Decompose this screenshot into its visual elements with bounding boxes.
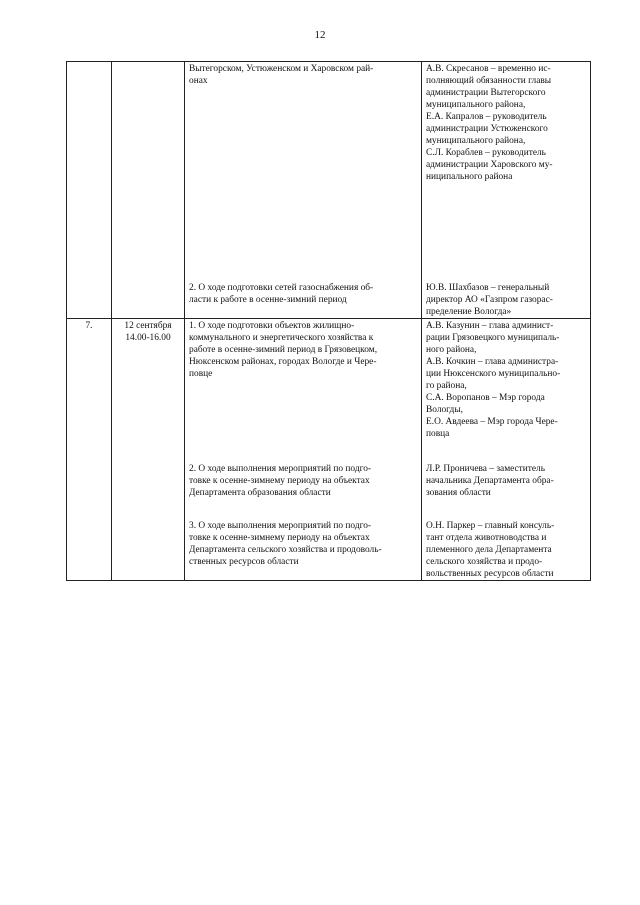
page-number: 12 [314,29,326,41]
responsible-line: Л.Р. Проничева – заместитель [426,464,546,474]
responsible-line: сельского хозяйства и продо- [426,557,543,567]
responsible-line: Е.О. Авдеева – Мэр города Чере- [426,417,558,427]
agenda-topic-line: коммунального и энергетического хозяйства к [189,333,374,343]
responsible-line: Вологды, [426,405,463,415]
responsible-cell [422,319,591,441]
responsible-line: го района, [426,381,467,391]
agenda-topic-line: 3. О ходе выполнения мероприятий по подго- [189,521,372,531]
row-number: 7. [85,321,93,331]
responsible-line: администрации Вытегорского [426,88,546,98]
responsible-line: полняющий обязанности главы [426,76,552,86]
responsible-line: С.А. Воропанов – Мэр города [426,393,545,403]
table-row [67,62,591,184]
agenda-topic-cell [185,499,422,581]
responsible-line: А.В. Кочкин – глава администра- [426,357,559,367]
meeting-time: 14.00-16.00 [125,333,171,343]
table-row [67,440,591,499]
responsible-line: А.В. Казунин – глава админист- [426,321,554,331]
responsible-line: ции Нюксенского муниципально- [426,369,561,379]
responsible-line: Ю.В. Шахбазов – генеральный [426,283,550,293]
schedule-table [66,61,591,581]
row-number-cell [67,62,112,184]
responsible-line: зования области [426,488,491,498]
agenda-topic-cell [185,319,422,441]
agenda-topic-line: 1. О ходе подготовки объектов жилищно- [189,321,355,331]
agenda-topic-line: онах [189,76,208,86]
responsible-cell [422,183,591,319]
responsible-cell [422,440,591,499]
responsible-line: О.Н. Паркер – главный консуль- [426,521,555,531]
agenda-topic-line: ственных ресурсов области [189,557,299,567]
responsible-line: рации Грязовецкого муниципаль- [426,333,560,343]
agenda-topic-line: товке к осенне-зимнему периоду на объектах [189,533,370,543]
responsible-line: ниципального района [426,172,513,182]
date-cell [112,183,185,319]
responsible-line: администрации Харовского му- [426,160,553,170]
responsible-line: повца [426,429,450,439]
agenda-topic-line: товке к осенне-зимнему периоду на объектах [189,476,370,486]
date-cell [112,319,185,441]
row-number-cell [67,183,112,319]
responsible-line: племенного дела Департамента [426,545,552,555]
agenda-topic-line: повце [189,369,213,379]
responsible-line: директор АО «Газпром газорас- [426,295,553,305]
agenda-topic-line: Вытегорском, Устюженском и Харовском рай- [189,64,374,74]
table-row [67,319,591,441]
row-number-cell [67,499,112,581]
agenda-topic-line: Департамента сельского хозяйства и продоволь- [189,545,382,555]
responsible-cell [422,499,591,581]
date-cell [112,440,185,499]
responsible-line: муниципального района, [426,100,526,110]
responsible-line: администрации Устюженского [426,124,548,134]
table-row [67,183,591,319]
agenda-topic-line: ласти к работе в осенне-зимний период [189,295,347,305]
agenda-topic-line: 2. О ходе выполнения мероприятий по подго- [189,464,372,474]
agenda-topic-line: 2. О ходе подготовки сетей газоснабжения об- [189,283,374,293]
table-row [67,499,591,581]
meeting-date: 12 сентября [124,321,172,331]
agenda-topic-cell [185,62,422,184]
responsible-line: Е.А. Капралов – руководитель [426,112,547,122]
responsible-line: С.Л. Кораблев – руководитель [426,148,546,158]
agenda-topic-line: Департамента образования области [189,488,331,498]
responsible-line: муниципального района, [426,136,526,146]
responsible-line: пределение Вологда» [426,307,512,317]
row-number-cell [67,440,112,499]
responsible-cell [422,62,591,184]
agenda-topic-cell [185,440,422,499]
responsible-line: ного района, [426,345,477,355]
row-number-cell [67,319,112,441]
date-cell [112,62,185,184]
agenda-topic-line: Нюксенском районах, городах Вологде и Чере- [189,357,377,367]
responsible-line: вольственных ресурсов области [426,569,554,579]
agenda-topic-cell [185,183,422,319]
date-cell [112,499,185,581]
responsible-line: А.В. Скресанов – временно ис- [426,64,551,74]
agenda-topic-line: работе в осенне-зимний период в Грязовецком, [189,345,378,355]
responsible-line: тант отдела животноводства и [426,533,547,543]
responsible-line: начальника Департамента обра- [426,476,554,486]
